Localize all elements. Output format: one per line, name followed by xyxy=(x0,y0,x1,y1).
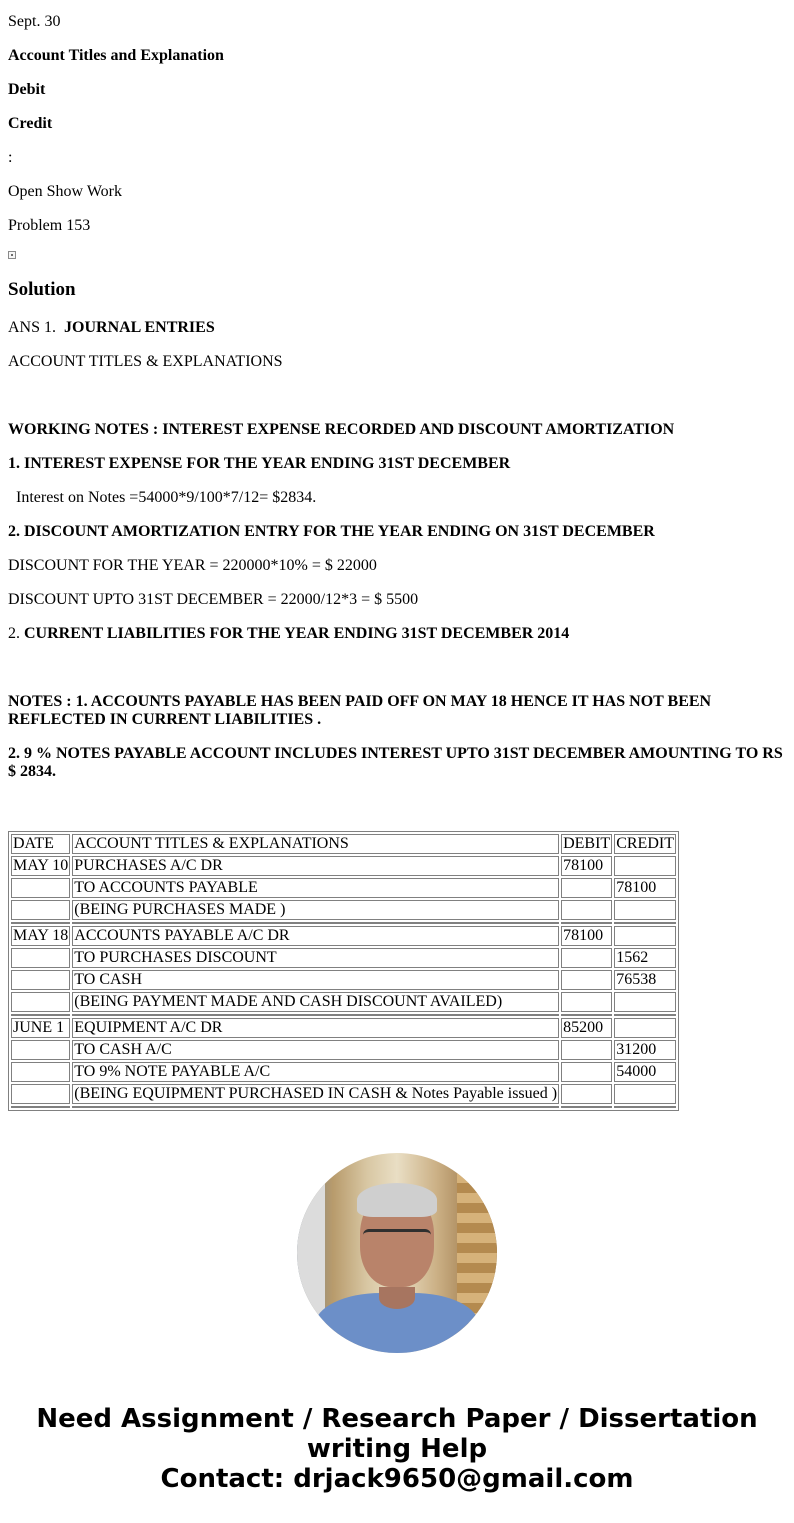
cell-debit: 78100 xyxy=(561,856,612,876)
tutor-avatar xyxy=(297,1153,497,1353)
answer-prefix: ANS 1. xyxy=(8,319,57,336)
cell-account: TO CASH xyxy=(72,970,559,990)
open-show-work-link[interactable]: Open Show Work xyxy=(8,183,122,200)
cell-credit xyxy=(614,1084,676,1104)
cell-account: TO CASH A/C xyxy=(72,1040,559,1060)
cell-debit xyxy=(561,878,612,898)
avatar-neck xyxy=(379,1287,415,1309)
cell-account: PURCHASES A/C DR xyxy=(72,856,559,876)
problem-number: Problem 153 xyxy=(8,217,91,234)
cell-account: (BEING PURCHASES MADE ) xyxy=(72,900,559,920)
cell-date xyxy=(11,1062,70,1082)
header-debit: DEBIT xyxy=(563,835,611,852)
cell-date xyxy=(11,1040,70,1060)
colon-line: : xyxy=(8,149,13,166)
cell-debit xyxy=(561,1040,612,1060)
table-row xyxy=(11,992,676,1012)
interest-expense-title: 1. INTEREST EXPENSE FOR THE YEAR ENDING 31ST DECEMBER xyxy=(8,455,511,472)
solution-heading: Solution xyxy=(8,279,76,300)
cell-account: TO ACCOUNTS PAYABLE xyxy=(72,878,559,898)
cell-date xyxy=(11,900,70,920)
date-line: Sept. 30 xyxy=(8,13,61,30)
ad-contact[interactable]: Contact: drjack9650@gmail.com xyxy=(160,1464,634,1494)
cell-debit: 78100 xyxy=(561,926,612,946)
table-row xyxy=(11,948,676,968)
table-row xyxy=(11,1062,676,1082)
discount-amortization-title: 2. DISCOUNT AMORTIZATION ENTRY FOR THE YEAR ENDING ON 31ST DECEMBER xyxy=(8,523,655,540)
cell-credit: 78100 xyxy=(614,878,676,898)
cell-debit: 85200 xyxy=(561,1018,612,1038)
cell-account: TO PURCHASES DISCOUNT xyxy=(72,948,559,968)
cell-date xyxy=(11,992,70,1012)
cell-account: ACCOUNTS PAYABLE A/C DR xyxy=(72,926,559,946)
cell-date xyxy=(11,970,70,990)
cell-date xyxy=(11,948,70,968)
cell-credit xyxy=(614,1018,676,1038)
cell-credit xyxy=(614,856,676,876)
table-separator xyxy=(11,1014,676,1016)
avatar-hair xyxy=(357,1183,437,1217)
answer-line xyxy=(8,319,215,337)
cell-debit xyxy=(561,1084,612,1104)
debit-heading: Debit xyxy=(8,81,46,98)
table-row xyxy=(11,926,676,946)
avatar-background-left xyxy=(297,1173,325,1323)
cell-credit: 54000 xyxy=(614,1062,676,1082)
cell-date xyxy=(11,1084,70,1104)
table-row xyxy=(11,856,676,876)
cell-credit xyxy=(614,992,676,1012)
cell-date: MAY 10 xyxy=(13,857,69,874)
cell-debit xyxy=(561,900,612,920)
discount-upto: DISCOUNT UPTO 31ST DECEMBER = 22000/12*3 = $ 5500 xyxy=(8,591,419,608)
header-account: ACCOUNT TITLES & EXPLANATIONS xyxy=(72,834,559,854)
table-header-row xyxy=(11,834,676,854)
cell-account: (BEING PAYMENT MADE AND CASH DISCOUNT AVAILED) xyxy=(72,992,559,1012)
table-separator xyxy=(11,1106,676,1108)
table-row xyxy=(11,1040,676,1060)
cell-account: EQUIPMENT A/C DR xyxy=(72,1018,559,1038)
ad-line-1: Need Assignment / Research Paper / Dissertation xyxy=(36,1404,758,1434)
table-row xyxy=(11,878,676,898)
cell-credit xyxy=(614,900,676,920)
table-separator xyxy=(11,922,676,924)
cell-debit xyxy=(561,1062,612,1082)
journal-entries-title: JOURNAL ENTRIES xyxy=(64,319,215,336)
cell-credit xyxy=(614,926,676,946)
cell-credit: 1562 xyxy=(614,948,676,968)
table-row xyxy=(11,970,676,990)
cell-credit: 31200 xyxy=(614,1040,676,1060)
table-row xyxy=(11,1084,676,1104)
credit-heading: Credit xyxy=(8,115,53,132)
ad-line-2: writing Help xyxy=(306,1434,488,1464)
account-titles-heading: Account Titles and Explanation xyxy=(8,47,224,64)
current-liabilities-line xyxy=(8,625,569,643)
account-titles-caps: ACCOUNT TITLES & EXPLANATIONS xyxy=(8,353,283,370)
avatar-glasses xyxy=(363,1229,431,1248)
journal-table xyxy=(8,831,679,1111)
header-date: DATE xyxy=(11,834,70,854)
interest-calculation: Interest on Notes =54000*9/100*7/12= $2834. xyxy=(16,489,317,506)
current-liabilities-prefix: 2. xyxy=(8,625,20,642)
cell-date xyxy=(11,878,70,898)
table-row xyxy=(11,1018,676,1038)
broken-image-icon xyxy=(8,251,16,259)
cell-debit xyxy=(561,948,612,968)
cell-date: JUNE 1 xyxy=(11,1018,70,1038)
cell-account: TO 9% NOTE PAYABLE A/C xyxy=(72,1062,559,1082)
current-liabilities-title: CURRENT LIABILITIES FOR THE YEAR ENDING 31ST DECEMBER 2014 xyxy=(24,625,570,642)
note-2: 2. 9 % NOTES PAYABLE ACCOUNT INCLUDES INTEREST UPTO 31ST DECEMBER AMOUNTING TO RS $ 2834. xyxy=(8,745,783,780)
cell-debit xyxy=(561,970,612,990)
cell-credit: 76538 xyxy=(614,970,676,990)
discount-for-year: DISCOUNT FOR THE YEAR = 220000*10% = $ 22000 xyxy=(8,557,377,574)
note-1: NOTES : 1. ACCOUNTS PAYABLE HAS BEEN PAID OFF ON MAY 18 HENCE IT HAS NOT BEEN REFLECTED IN CURRENT LIABILITIES . xyxy=(8,693,712,728)
cell-debit xyxy=(561,992,612,1012)
cell-account: (BEING EQUIPMENT PURCHASED IN CASH & Notes Payable issued ) xyxy=(74,1085,558,1102)
cell-date: MAY 18 xyxy=(13,927,69,944)
header-credit: CREDIT xyxy=(616,835,674,852)
working-notes-title: WORKING NOTES : INTEREST EXPENSE RECORDED AND DISCOUNT AMORTIZATION xyxy=(8,421,675,438)
table-row xyxy=(11,900,676,920)
